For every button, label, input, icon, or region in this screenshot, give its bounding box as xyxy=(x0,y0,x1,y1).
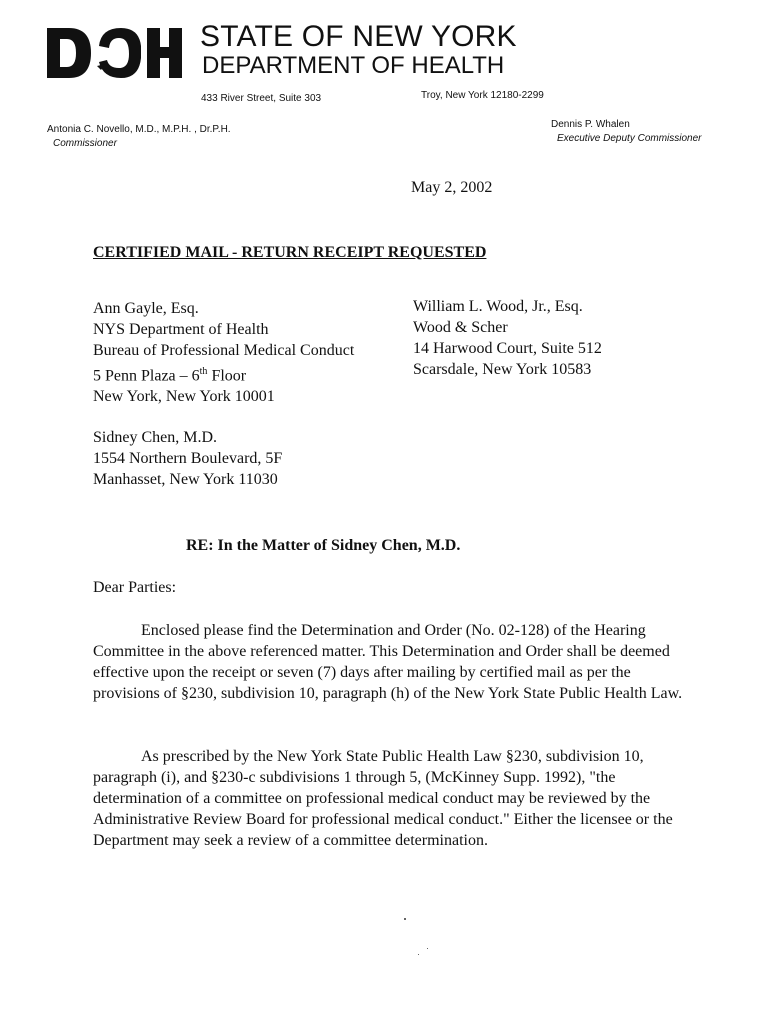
scan-speck xyxy=(404,918,406,920)
address-line: Sidney Chen, M.D. xyxy=(93,429,217,446)
address-line: 1554 Northern Boulevard, 5F xyxy=(93,450,283,467)
address-line: 5 Penn Plaza – 6th Floor xyxy=(93,366,247,385)
deputy-name: Dennis P. Whalen xyxy=(551,119,630,130)
state-name: STATE OF NEW YORK xyxy=(200,20,517,53)
deputy-title: Executive Deputy Commissioner xyxy=(557,133,702,144)
recipient-address-gayle xyxy=(93,298,354,407)
address-line: NYS Department of Health xyxy=(93,321,269,338)
address-line: Manhasset, New York 11030 xyxy=(93,471,278,488)
mail-notice: CERTIFIED MAIL - RETURN RECEIPT REQUESTED xyxy=(93,244,487,261)
scan-speck xyxy=(427,948,428,949)
scan-speck xyxy=(418,954,419,955)
salutation: Dear Parties: xyxy=(93,579,177,596)
commissioner-name: Antonia C. Novello, M.D., M.P.H. , Dr.P.H. xyxy=(47,124,231,135)
city-address: Troy, New York 12180-2299 xyxy=(421,90,544,101)
address-line: Wood & Scher xyxy=(413,319,508,336)
address-line: William L. Wood, Jr., Esq. xyxy=(413,298,583,315)
department-name: DEPARTMENT OF HEALTH xyxy=(202,52,505,79)
address-line: Scarsdale, New York 10583 xyxy=(413,361,592,378)
recipient-address-wood xyxy=(413,296,602,380)
doh-logo xyxy=(47,24,182,82)
address-line: New York, New York 10001 xyxy=(93,388,275,406)
body-paragraph: As prescribed by the New York State Public Health Law §230, subdivision 10, paragraph (i), and §230-c subdivisions 1 through 5, (McKinney Supp. 1992), "the determination of a committee on professional medical conduct may be reviewed by the Administrative Review Board for professional medical conduct." Either the licensee or the Department may seek a review of a committee determination. xyxy=(93,748,673,849)
address-line: Ann Gayle, Esq. xyxy=(93,300,199,317)
letter-date: May 2, 2002 xyxy=(411,179,493,196)
body-paragraph: Enclosed please find the Determination and Order (No. 02-128) of the Hearing Committee in the above referenced matter. This Determination and Order shall be deemed effective upon the receipt or seven (7) days after mailing by certified mail as per the provisions of §230, subdivision 10, paragraph (h) of the New York State Public Health Law. xyxy=(93,622,683,702)
address-line: 14 Harwood Court, Suite 512 xyxy=(413,340,602,357)
commissioner-title: Commissioner xyxy=(53,138,117,149)
recipient-address-chen xyxy=(93,427,282,490)
address-line: Bureau of Professional Medical Conduct xyxy=(93,342,355,359)
re-line: RE: In the Matter of Sidney Chen, M.D. xyxy=(186,537,461,554)
street-address: 433 River Street, Suite 303 xyxy=(201,93,322,104)
